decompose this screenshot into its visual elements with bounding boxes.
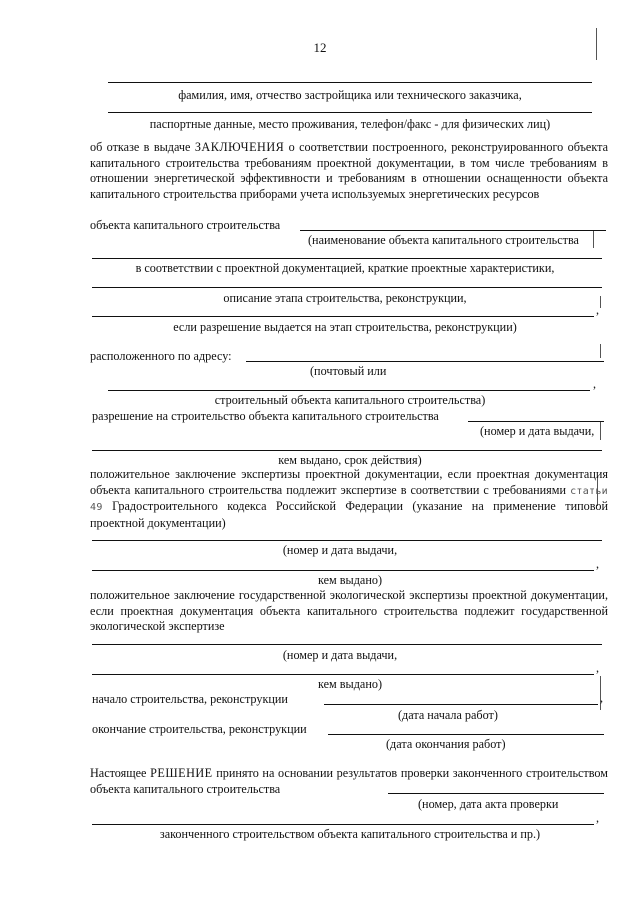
comma: ,: [593, 377, 597, 391]
label-start: начало строительства, реконструкции: [92, 692, 288, 706]
fill-line: [92, 258, 602, 259]
fill-line: [324, 704, 598, 705]
fill-line: [92, 824, 594, 825]
comma: ,: [596, 303, 600, 317]
fill-line: [388, 793, 604, 794]
fill-line: [92, 540, 602, 541]
caption-object-name: (наименование объекта капитального строительства: [308, 233, 579, 247]
article-49-link[interactable]: статьи 49: [90, 485, 608, 513]
refusal-paragraph: об отказе в выдаче ЗАКЛЮЧЕНИЯ о соответствии построенного, реконструированного объекта капитального строительства требованиям проектной документации, в том числе требованиям в отношении энергетической эффективности и требованиям в отношении оснащенности объекта капитального строительства приборами учета используемых энергетических ресурсов: [90, 140, 608, 201]
fill-line: [92, 570, 594, 571]
caption-expertise-number-date: (номер и дата выдачи,: [282, 543, 398, 557]
fill-line: [108, 112, 592, 113]
caption-project-chars: в соответствии с проектной документацией, краткие проектные характеристики,: [135, 261, 555, 275]
decision-doc-name: РЕШЕНИЕ: [150, 766, 213, 780]
label-permit: разрешение на строительство объекта капитального строительства: [92, 409, 439, 423]
caption-passport: паспортные данные, место проживания, телефон/факс - для физических лиц): [149, 117, 551, 131]
comma: ,: [596, 661, 600, 675]
fill-line: [108, 82, 592, 83]
fill-line: [92, 316, 594, 317]
page-number: 12: [313, 40, 327, 55]
fill-line: [92, 644, 602, 645]
caption-permit-stage: если разрешение выдается на этап строительства, реконструкции): [173, 320, 517, 334]
label-located-at: расположенного по адресу:: [90, 349, 232, 363]
refusal-doc-name: ЗАКЛЮЧЕНИЯ: [194, 140, 285, 154]
caption-developer-name: фамилия, имя, отчество застройщика или технического заказчика,: [178, 88, 522, 102]
caption-issued-by-term: кем выдано, срок действия): [278, 453, 422, 467]
comma: ,: [596, 811, 600, 825]
scan-mark: [596, 28, 597, 60]
caption-end-date: (дата окончания работ): [386, 737, 506, 751]
fill-line: [92, 674, 594, 675]
scan-mark: [600, 344, 601, 358]
fill-line: [246, 361, 604, 362]
caption-inspection-act: (номер, дата акта проверки: [418, 797, 559, 811]
caption-postal: (почтовый или: [310, 364, 387, 378]
caption-building-address: строительный объекта капитального строительства): [214, 393, 486, 407]
fill-line: [92, 450, 602, 451]
caption-eco-issued-by: кем выдано): [317, 677, 382, 691]
caption-eco-number-date: (номер и дата выдачи,: [282, 648, 398, 662]
caption-start-date: (дата начала работ): [398, 708, 498, 722]
fill-line: [300, 230, 606, 231]
label-object: объекта капитального строительства: [90, 218, 281, 232]
scan-mark: [600, 422, 601, 440]
scan-mark: [593, 230, 594, 248]
comma: ,: [600, 691, 604, 705]
expertise-paragraph: положительное заключение экспертизы проектной документации, если проектная документация объекта капитального строительства подлежит экспертизе в соответствии с требованиями статьи 49 Градостроительного кодекса Российской Федерации (указание на применение типовой проектной документации): [90, 467, 608, 530]
caption-finished-object: законченного строительством объекта капитального строительства и пр.): [159, 827, 541, 841]
fill-line: [328, 734, 604, 735]
caption-expertise-issued-by: кем выдано): [317, 573, 382, 587]
fill-line: [92, 287, 602, 288]
fill-line: [468, 421, 604, 422]
caption-permit-number-date: (номер и дата выдачи,: [480, 424, 595, 438]
eco-expertise-paragraph: положительное заключение государственной экологической экспертизы проектной документации, если проектная документация объекта капитального строительства подлежит государственной экологической экспертизе: [90, 588, 608, 633]
caption-stage: описание этапа строительства, реконструкции,: [223, 291, 467, 305]
comma: ,: [596, 557, 600, 571]
scan-mark: [600, 296, 601, 308]
decision-paragraph: Настоящее РЕШЕНИЕ принято на основании результатов проверки законченного строительством объекта капитального строительства: [90, 766, 608, 796]
label-end: окончание строительства, реконструкции: [92, 722, 307, 736]
fill-line: [108, 390, 590, 391]
